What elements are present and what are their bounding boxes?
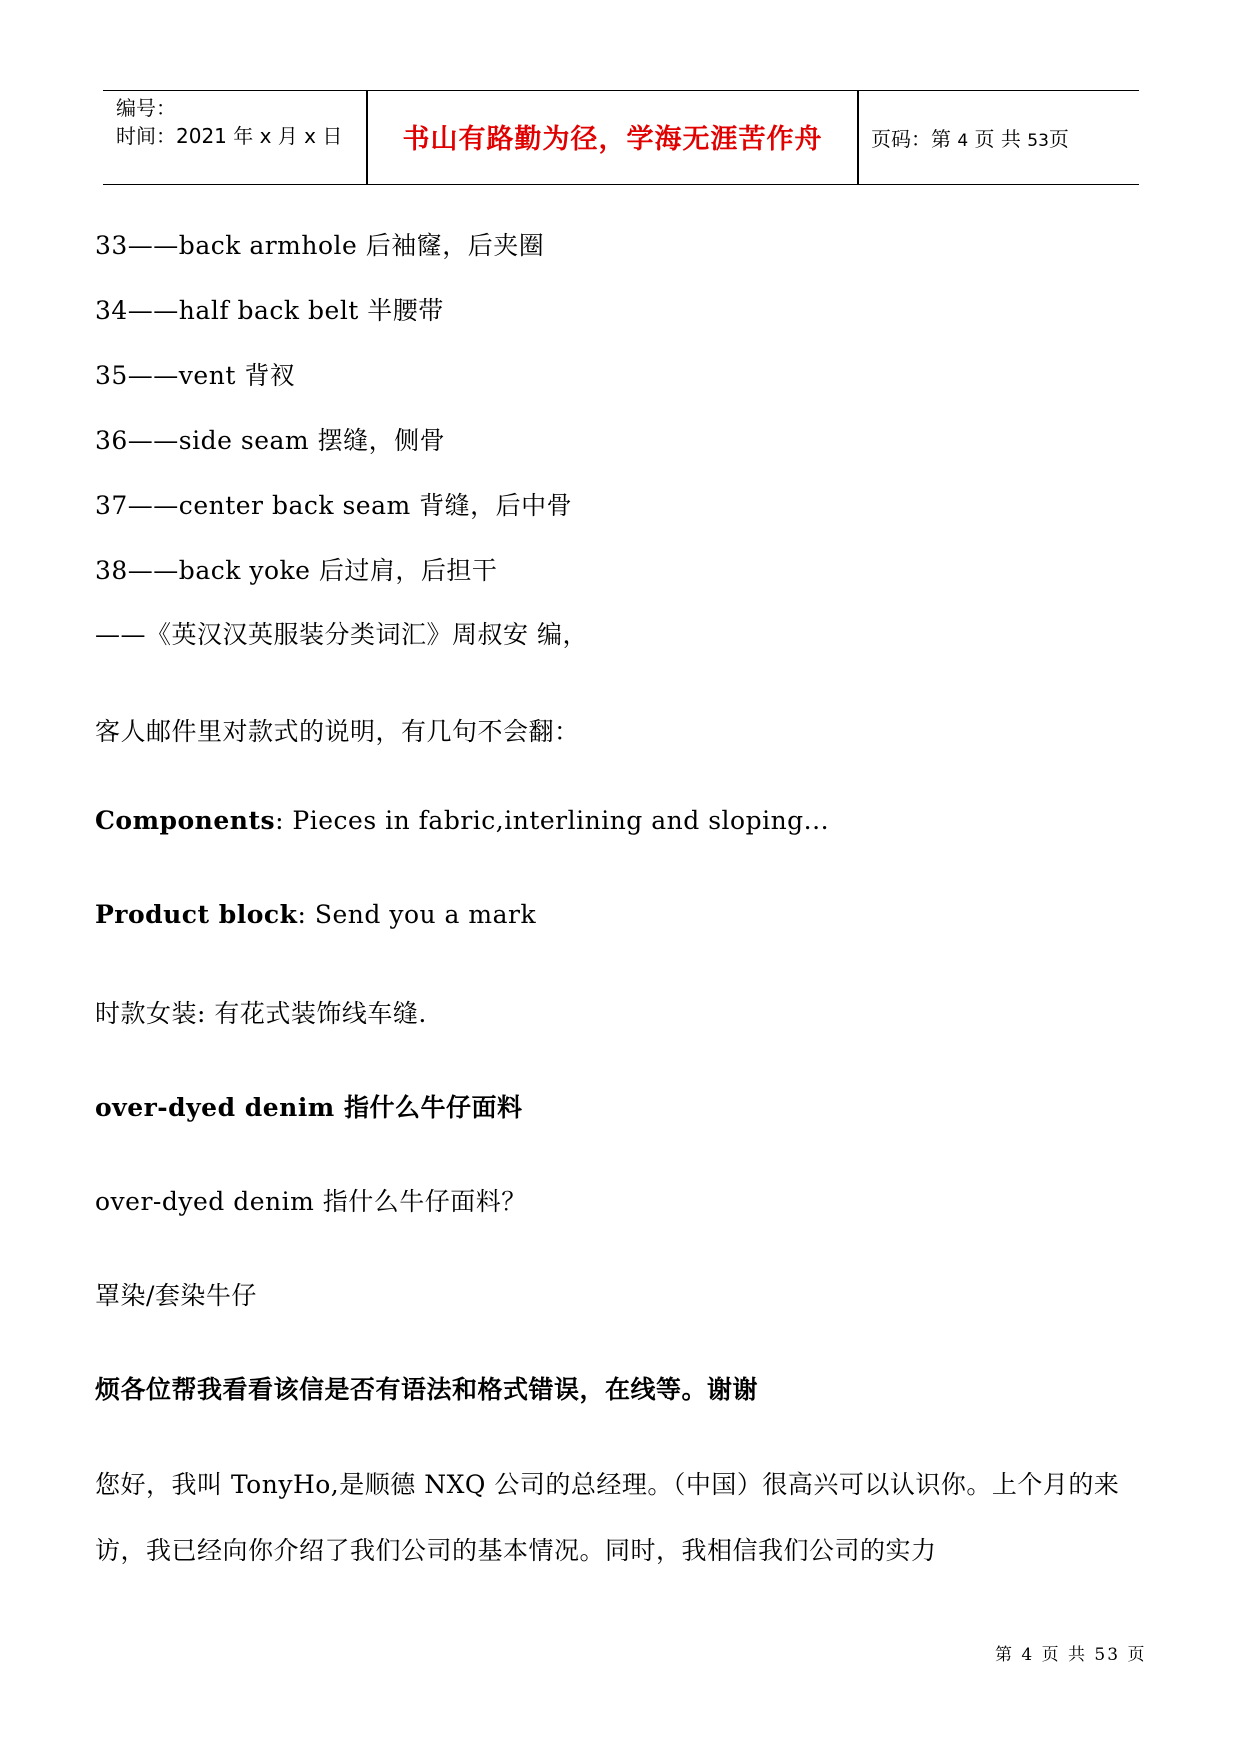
header-page-info — [871, 123, 1069, 152]
letter-body: 您好，我叫 TonyHo,是顺德 NXQ 公司的总经理。（中国）很高兴可以认识你。上个月的来访，我已经向你介绍了我们公司的基本情况。同时，我相信我们公司的实力 — [95, 1470, 1120, 1565]
fashion-note: 时款女装: 有花式装饰线车缝. — [95, 999, 427, 1028]
source-citation: ——《英汉汉英服装分类词汇》周叔安 编， — [95, 620, 588, 649]
components-text: : Pieces in fabric,interlining and sloping... — [275, 806, 830, 835]
intro-text: 客人邮件里对款式的说明，有几句不会翻： — [95, 717, 580, 746]
components-label: Components — [95, 806, 276, 835]
term-line: 38——back yoke 后过肩，后担干 — [95, 556, 498, 585]
header-info — [116, 94, 356, 150]
page-total: 53 — [1027, 131, 1049, 151]
question-heading: over-dyed denim 指什么牛仔面料 — [95, 1093, 523, 1122]
term-line: 37——center back seam 背缝，后中骨 — [95, 491, 573, 520]
term-line: 34——half back belt 半腰带 — [95, 296, 444, 325]
letter-heading: 烦各位帮我看看该信是否有语法和格式错误，在线等。谢谢 — [95, 1375, 759, 1404]
term-line: 36——side seam 摆缝，侧骨 — [95, 426, 446, 455]
page-label: 页码：第 — [871, 127, 951, 151]
components-line — [95, 806, 829, 835]
product-block-line — [95, 900, 536, 929]
page-mid-label: 页 共 — [974, 127, 1021, 151]
product-block-label: Product block — [95, 900, 298, 929]
page-number: 4 — [957, 131, 969, 151]
header-divider — [857, 91, 859, 184]
answer-text: 罩染/套染牛仔 — [95, 1281, 257, 1310]
document-number-label: 编号： — [116, 96, 176, 120]
document-time-label: 时间：2021 年 x 月 x 日 — [116, 124, 343, 148]
question-text: over-dyed denim 指什么牛仔面料？ — [95, 1187, 527, 1216]
product-block-text: : Send you a mark — [297, 900, 537, 929]
term-line: 35——vent 背衩 — [95, 361, 296, 390]
header-motto: 书山有路勤为径，学海无涯苦作舟 — [402, 124, 823, 155]
page-header — [103, 90, 1139, 185]
page-footer: 第 4 页 共 53 页 — [995, 1645, 1147, 1665]
page-end-label: 页 — [1048, 127, 1069, 151]
term-line: 33——back armhole 后袖窿，后夹圈 — [95, 231, 545, 260]
